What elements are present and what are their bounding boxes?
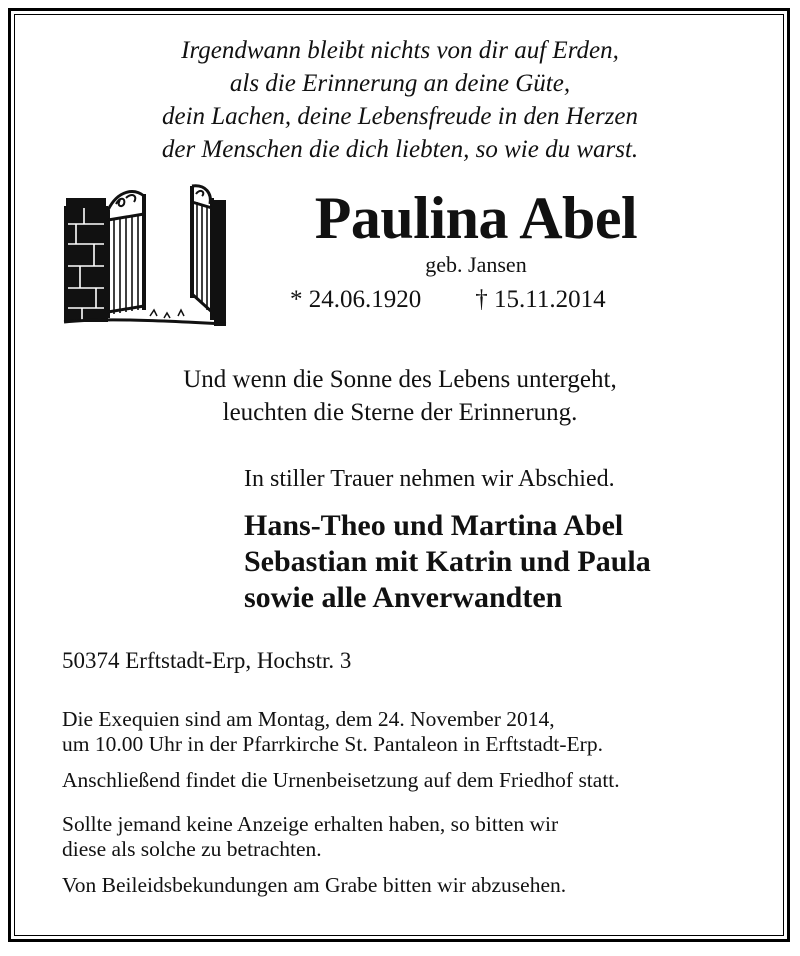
burial-notice — [62, 768, 620, 793]
poem-line: dein Lachen, deine Lebensfreude in den Herzen — [161, 103, 639, 130]
birth-name: geb. Jansen — [425, 252, 527, 277]
family-line: Hans-Theo und Martina Abel — [244, 509, 624, 542]
notice-line: Sollte jemand keine Anzeige erhalten haben, so bitten wir — [62, 812, 559, 836]
notice-line: Anschließend findet die Urnenbeisetzung auf dem Friedhof statt. — [62, 768, 620, 792]
quote — [0, 363, 800, 429]
address: 50374 Erftstadt-Erp, Hochstr. 3 — [62, 648, 352, 673]
quote-line: leuchten die Sterne der Erinnerung. — [222, 399, 578, 426]
mourning-line: In stiller Trauer nehmen wir Abschied. — [244, 466, 615, 492]
poem-line: der Menschen die dich liebten, so wie du warst. — [161, 136, 639, 163]
notice-line: Die Exequien sind am Montag, dem 24. November 2014, — [62, 707, 555, 731]
death-date: † 15.11.2014 — [475, 286, 606, 313]
notice-line: Von Beileidsbekundungen am Grabe bitten wir abzusehen. — [62, 873, 567, 897]
family-line: Sebastian mit Katrin und Paula — [244, 545, 651, 578]
condolence-notice — [62, 873, 566, 898]
poem-line: als die Erinnerung an deine Güte, — [229, 70, 571, 97]
quote-line: Und wenn die Sonne des Lebens untergeht, — [183, 366, 617, 393]
no-card-notice — [62, 812, 558, 862]
family-line: sowie alle Anverwandten — [244, 581, 563, 614]
birth-date: * 24.06.1920 — [290, 286, 422, 313]
family-list — [244, 508, 651, 616]
life-dates — [290, 286, 606, 314]
open-gate-illustration-icon — [60, 180, 228, 328]
poem — [0, 34, 800, 166]
poem-line: Irgendwann bleibt nichts von dir auf Erden, — [181, 37, 619, 64]
notice-line: diese als solche zu betrachten. — [62, 837, 322, 861]
funeral-service-notice — [62, 707, 603, 757]
deceased-name: Paulina Abel — [314, 185, 638, 251]
notice-line: um 10.00 Uhr in der Pfarrkirche St. Pantaleon in Erftstadt-Erp. — [62, 732, 603, 756]
